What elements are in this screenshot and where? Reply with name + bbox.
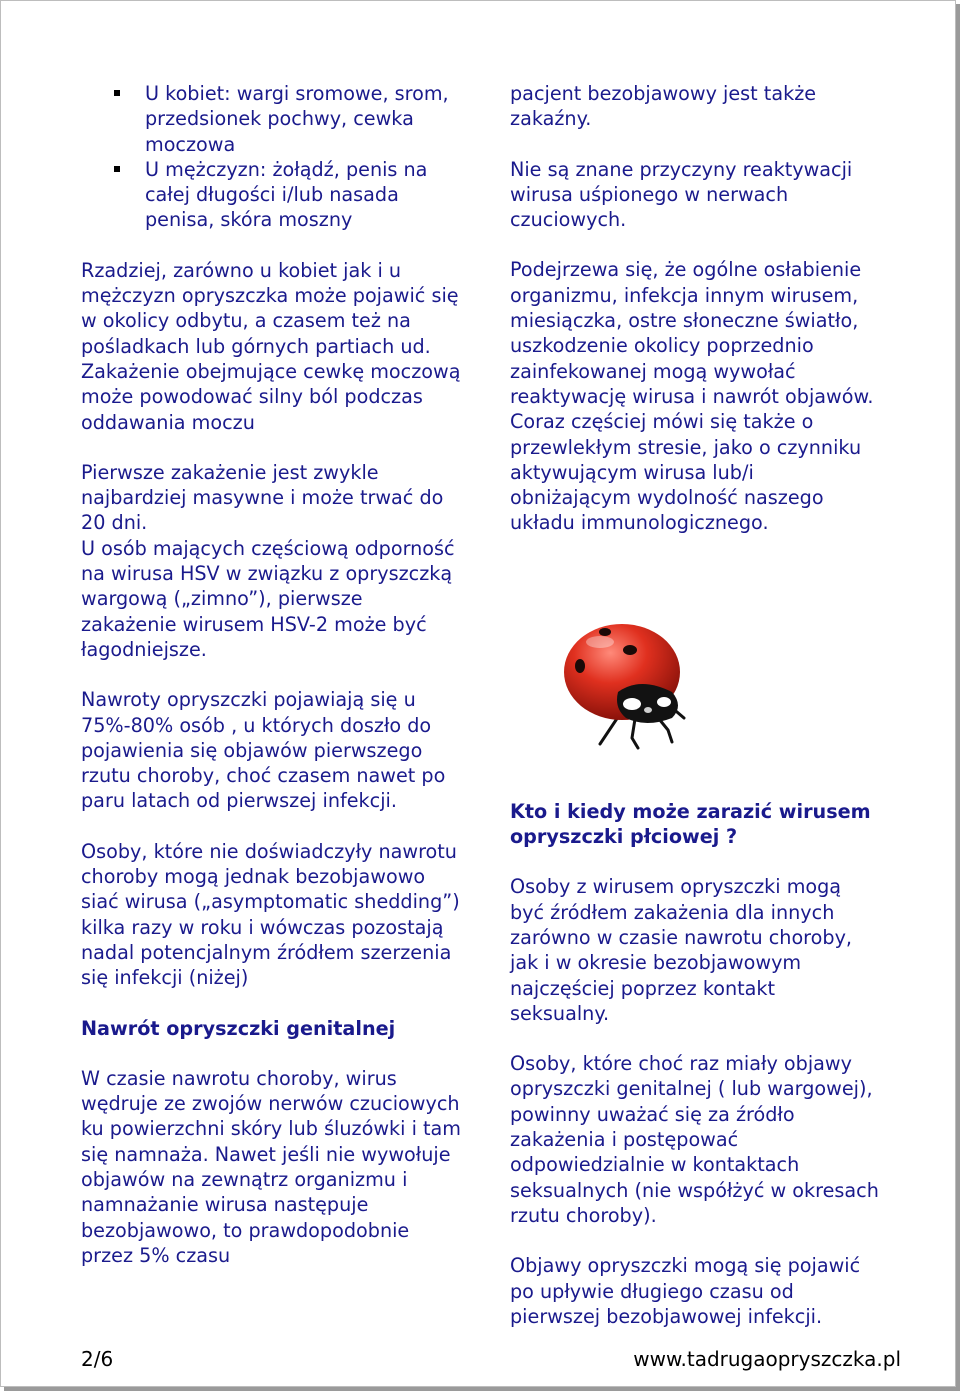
right-column [510, 81, 880, 1329]
paragraph: U osób mających częściową odporność na wirusa HSV w związku z opryszczką wargową („zimno”), pierwsze zakażenie wirusem HSV-2 może być łagodniejsze. [81, 536, 455, 661]
paragraph: Osoby, które choć raz miały objawy opryszczki genitalnej ( lub wargowej), powinny uważać się za źródło zakażenia i postępować odpowiedzialnie w kontaktach seksualnych (nie współżyć w okresach rzutu choroby). [510, 1052, 879, 1227]
paragraph: pacjent bezobjawowy jest także zakaźny. [510, 82, 817, 131]
section-heading: Kto i kiedy może zarazić wirusem opryszczki płciowej ? [510, 799, 871, 849]
location-list [81, 81, 461, 233]
section-heading: Nawrót opryszczki genitalnej [81, 1016, 396, 1040]
paragraph: Osoby z wirusem opryszczki mogą być źródłem zakażenia dla innych zarówno w czasie nawrotu choroby, jak i w okresie bezobjawowym najczęściej poprzez kontakt seksualny. [510, 875, 853, 1025]
page-number: 2/6 [81, 1347, 114, 1371]
paragraph: Rzadziej, zarówno u kobiet jak i u mężczyzn opryszczka może pojawić się w okolicy odbytu, a czasem też na pośladkach lub górnych partiach ud. [81, 258, 459, 358]
paragraph: Osoby, które nie doświadczyły nawrotu choroby mogą jednak bezobjawowo siać wirusa („asymptomatic shedding”) kilka razy w roku i wówczas pozostają nadal potencjalnym źródłem szerzenia się infekcji (niżej) [81, 839, 460, 990]
ladybug-icon [560, 614, 700, 754]
website-url: www.tadrugaopryszczka.pl [633, 1347, 901, 1371]
list-item: U kobiet: wargi sromowe, srom, przedsionek pochwy, cewka moczowa [81, 81, 461, 157]
paragraph: Nawroty opryszczki pojawiają się u 75%-80% osób , u których doszło do pojawienia się objawów pierwszego rzutu choroby, choć czasem nawet po paru latach od pierwszej infekcji. [81, 688, 446, 813]
paragraph: W czasie nawrotu choroby, wirus wędruje ze zwojów nerwów czuciowych ku powierzchni skóry lub śluzówki i tam się namnaża. Nawet jeśli nie wywołuje objawów na zewnątrz organizmu i namnażanie wirusa następuje bezobjawowo, to prawdopodobnie przez 5% czasu [81, 1066, 462, 1267]
list-item: U mężczyzn: żołądź, penis na całej długości i/lub nasada penisa, skóra moszny [81, 157, 461, 233]
paragraph: Pierwsze zakażenie jest zwykle najbardziej masywne i może trwać do 20 dni. [81, 460, 444, 535]
paragraph: Podejrzewa się, że ogólne osłabienie organizmu, infekcja innym wirusem, miesiączka, ostre słoneczne światło, uszkodzenie okolicy poprzednio zainfekowanej mogą wywołać reaktywację wirusa i nawrót objawów. Coraz częściej mówi się także o przewlekłym stresie, jako o czynniku aktywującym wirusa lub/i obniżającym wydolność naszego układu immunologicznego. [510, 258, 874, 535]
paragraph: Objawy opryszczki mogą się pojawić po upływie długiego czasu od pierwszej bezobjawowej infekcji. [510, 1254, 861, 1328]
ladybug-illustration [560, 614, 700, 754]
left-column [81, 81, 461, 1268]
paragraph: Zakażenie obejmujące cewkę moczową może powodować silny ból podczas oddawania moczu [81, 359, 461, 434]
paragraph: Nie są znane przyczyny reaktywacji wirusa uśpionego w nerwach czuciowych. [510, 157, 853, 232]
